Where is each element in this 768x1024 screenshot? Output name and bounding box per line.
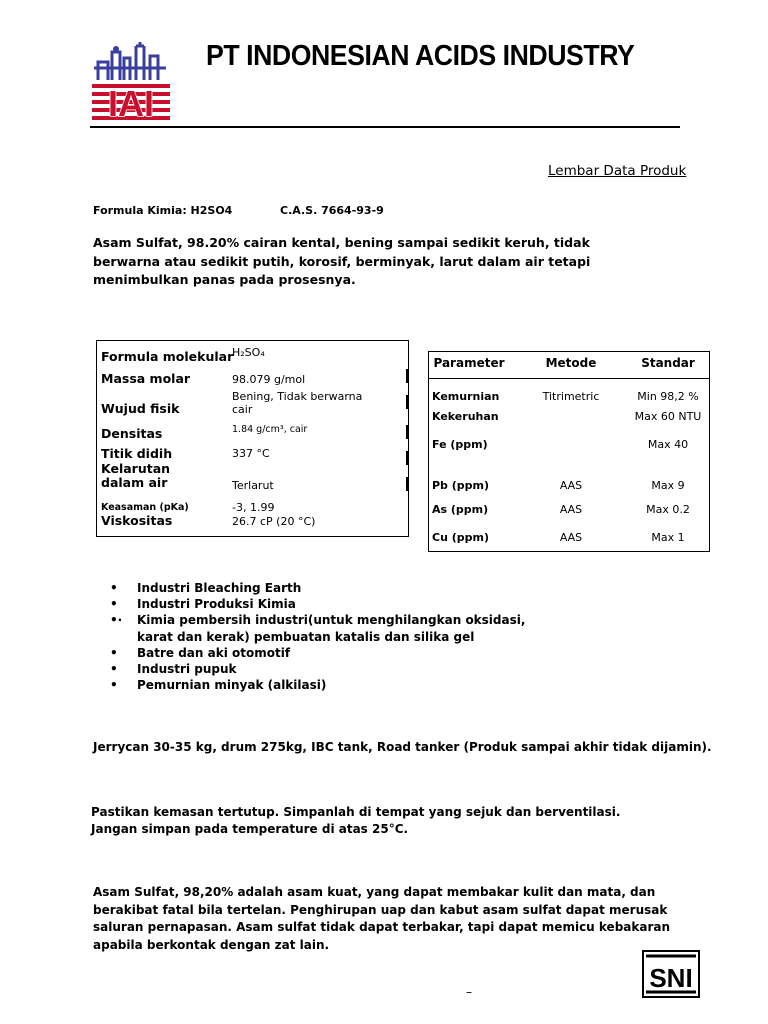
- spec-standard: Max 0.2: [646, 503, 690, 516]
- column-header: Metode: [545, 356, 597, 370]
- header-divider: [429, 378, 709, 379]
- formula-line: [93, 204, 384, 217]
- property-label: Kelarutan dalam air: [101, 461, 171, 490]
- spec-method: AAS: [559, 531, 583, 544]
- specification-table: [428, 351, 710, 552]
- sni-text: SNI: [649, 963, 693, 993]
- spec-method: AAS: [559, 503, 583, 516]
- list-item: • Industri Produksi Kimia: [110, 597, 296, 612]
- hazard-text: Asam Sulfat, 98,20% adalah asam kuat, yang dapat membakar kulit dan mata, dan berakibat fatal bila tertelan. Penghirupan uap dan kabut asam sulfat dapat merusak saluran pernapasan. Asam sulfat tidak dapat terbakar, tapi dapat memicu kebakaran apabila berkontak dengan zat lain.: [93, 885, 671, 952]
- bullet-icon: •: [110, 645, 118, 660]
- list-item: • Industri pupuk: [110, 662, 237, 677]
- list-item: • Industri Bleaching Earth: [110, 581, 302, 595]
- cas-number: C.A.S. 7664-93-9: [280, 204, 384, 217]
- property-value: -3, 1.99: [232, 501, 275, 514]
- bullet-icon: •·: [110, 613, 123, 628]
- properties-table: [96, 340, 409, 537]
- spec-standard: Max 1: [651, 531, 685, 544]
- column-header: Standar: [641, 356, 695, 370]
- spec-method: AAS: [559, 479, 583, 492]
- property-value: 26.7 cP (20 °C): [232, 515, 316, 528]
- property-value: 337 °C: [232, 447, 270, 460]
- applications-list: [110, 580, 550, 693]
- spec-standard: Max 60 NTU: [634, 410, 702, 423]
- header-divider: [90, 126, 680, 128]
- bullet-icon: •: [110, 597, 118, 612]
- bullet-icon: •: [110, 662, 118, 677]
- property-label: Massa molar: [101, 371, 191, 386]
- list-item: • Pemurnian minyak (alkilasi): [110, 678, 327, 693]
- chemical-formula: Formula Kimia: H2SO4: [93, 204, 233, 217]
- product-description: Asam Sulfat, 98.20% cairan kental, bening sampai sedikit keruh, tidak berwarna atau sedikit putih, korosif, berminyak, larut dalam air tetapi menimbulkan panas pada prosesnya.: [93, 235, 591, 287]
- list-item: •· Kimia pembersih industri(untuk menghilangkan oksidasi, karat dan kerak) pembuatan katalis dan silika gel: [110, 613, 526, 644]
- spec-method: Titrimetric: [542, 390, 600, 403]
- column-header: Parameter: [433, 356, 505, 370]
- spec-standard: Min 98,2 %: [637, 390, 699, 403]
- property-label: Viskositas: [101, 513, 173, 528]
- property-value: Bening, Tidak berwarna cair: [232, 390, 363, 416]
- property-value: H₂SO₄: [232, 346, 265, 359]
- property-value: Terlarut: [232, 479, 274, 492]
- sni-certification-logo: [642, 950, 700, 998]
- list-item: • Batre dan aki otomotif: [110, 645, 291, 660]
- border-tick: [406, 395, 408, 409]
- property-label: Formula molekular: [101, 349, 234, 364]
- bullet-icon: •: [110, 678, 118, 693]
- spec-standard: Max 40: [647, 438, 689, 451]
- company-logo: [92, 40, 170, 120]
- document-subtitle: Lembar Data Produk: [548, 163, 687, 179]
- border-tick: [406, 425, 408, 439]
- property-label: Titik didih: [101, 446, 173, 461]
- company-name: PT INDONESIAN ACIDS INDUSTRY: [206, 40, 635, 72]
- spec-parameter: As (ppm): [432, 503, 489, 516]
- storage-text: Pastikan kemasan tertutup. Simpanlah di tempat yang sejuk dan berventilasi. Jangan simpan pada temperature di atas 25°C.: [91, 805, 621, 836]
- bullet-icon: •: [110, 581, 118, 595]
- property-label: Wujud fisik: [101, 401, 180, 416]
- property-label: Keasaman (pKa): [101, 502, 189, 513]
- spec-parameter: Cu (ppm): [432, 531, 489, 544]
- spec-standard: Max 9: [651, 479, 685, 492]
- spec-parameter: Kemurnian: [432, 390, 500, 403]
- page-mark: –: [466, 985, 472, 999]
- border-tick: [406, 451, 408, 465]
- logo-text: IAI: [107, 83, 155, 120]
- spec-parameter: Pb (ppm): [432, 479, 490, 492]
- border-tick: [406, 477, 408, 491]
- property-value: 1.84 g/cm³, cair: [232, 424, 308, 435]
- border-tick: [406, 369, 408, 383]
- packaging-text: Jerrycan 30-35 kg, drum 275kg, IBC tank, Road tanker (Produk sampai akhir tidak dijamin).: [93, 740, 712, 754]
- property-value: 98.079 g/mol: [232, 373, 306, 386]
- spec-parameter: Kekeruhan: [432, 410, 499, 423]
- property-label: Densitas: [101, 426, 163, 441]
- spec-parameter: Fe (ppm): [432, 438, 488, 451]
